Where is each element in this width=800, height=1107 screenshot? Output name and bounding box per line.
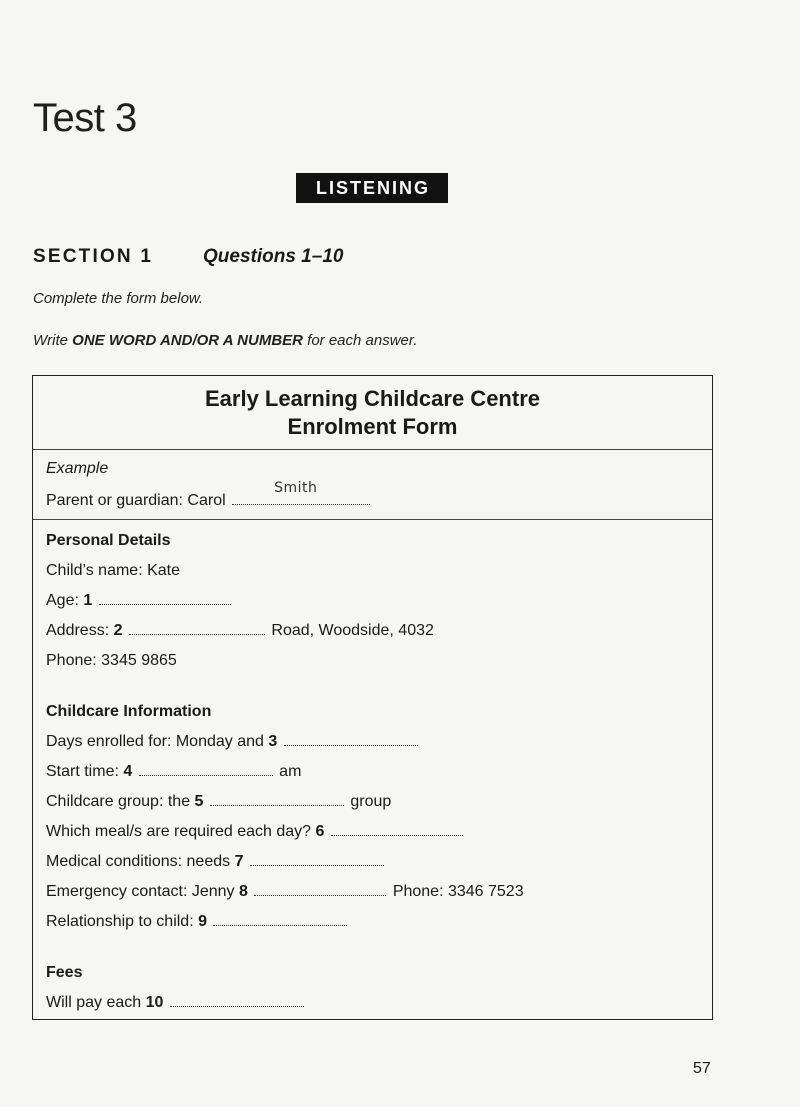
answer-blank-9[interactable] — [213, 909, 347, 926]
example-label: Example — [46, 460, 109, 477]
form-header — [33, 376, 712, 450]
relationship-label: Relationship to child: — [46, 913, 194, 930]
age-label: Age: — [46, 592, 79, 609]
question-number-8: 8 — [239, 883, 248, 900]
question-number-10: 10 — [145, 994, 164, 1011]
question-number-7: 7 — [234, 853, 244, 870]
answer-blank-2[interactable] — [129, 618, 265, 635]
question-number-5: 5 — [194, 793, 204, 810]
section-label: SECTION 1 — [33, 246, 154, 267]
address-label: Address: — [46, 622, 110, 639]
meals-line — [46, 817, 712, 847]
fees-heading: Fees — [46, 964, 83, 981]
child-name-line: Child’s name: Kate — [46, 562, 180, 579]
instruction-write-post: for each answer. — [303, 332, 418, 349]
page-title: Test 3 — [33, 96, 137, 140]
address-suffix: Road, Woodside, 4032 — [271, 622, 434, 639]
form-title-line-1: Early Learning Childcare Centre — [205, 386, 540, 411]
answer-blank-1[interactable] — [99, 588, 231, 605]
pay-label: Will pay each — [46, 994, 142, 1011]
days-line — [46, 727, 712, 757]
address-line — [46, 616, 712, 646]
example-line — [46, 480, 712, 516]
emergency-label: Emergency contact: Jenny — [46, 883, 235, 900]
question-number-4: 4 — [123, 763, 133, 780]
emergency-line — [46, 877, 712, 907]
start-time-line — [46, 757, 712, 787]
answer-blank-10[interactable] — [170, 990, 304, 1007]
answer-blank-4[interactable] — [139, 759, 273, 776]
start-label: Start time: — [46, 763, 119, 780]
example-answer: Smith — [274, 480, 318, 496]
question-number-1: 1 — [83, 592, 93, 609]
emergency-phone: Phone: 3346 7523 — [392, 883, 524, 900]
question-number-2: 2 — [113, 622, 123, 639]
answer-blank-3[interactable] — [284, 729, 418, 746]
answer-blank-6[interactable] — [331, 819, 463, 836]
group-line — [46, 787, 712, 817]
form-title-line-2: Enrolment Form — [287, 414, 458, 439]
days-label: Days enrolled for: Monday and — [46, 733, 264, 750]
start-suffix: am — [279, 763, 302, 780]
meals-label: Which meal/s are required each day? — [46, 823, 312, 840]
question-number-6: 6 — [315, 823, 325, 840]
example-text: Parent or guardian: Carol — [46, 492, 226, 509]
page-number: 57 — [693, 1060, 711, 1077]
answer-blank-8[interactable] — [254, 879, 386, 896]
medical-line — [46, 847, 712, 877]
personal-details-heading: Personal Details — [46, 532, 171, 549]
relationship-line — [46, 907, 712, 937]
question-number-9: 9 — [198, 913, 207, 930]
group-label: Childcare group: the — [46, 793, 191, 810]
pay-line — [46, 988, 712, 1018]
form-details — [33, 520, 712, 1018]
instruction-write-bold: ONE WORD AND/OR A NUMBER — [72, 332, 303, 349]
group-suffix: group — [350, 793, 392, 810]
listening-badge: LISTENING — [296, 173, 448, 203]
instruction-write — [33, 332, 418, 349]
question-number-3: 3 — [268, 733, 278, 750]
answer-blank-7[interactable] — [250, 849, 384, 866]
questions-label: Questions 1–10 — [203, 246, 344, 267]
instruction-complete: Complete the form below. — [33, 290, 204, 307]
medical-label: Medical conditions: needs — [46, 853, 231, 870]
example-answer-blank — [232, 480, 370, 505]
phone-line: Phone: 3345 9865 — [46, 652, 177, 669]
section-heading — [33, 246, 343, 268]
instruction-write-pre: Write — [33, 332, 73, 349]
age-line — [46, 586, 712, 616]
answer-blank-5[interactable] — [210, 789, 344, 806]
enrolment-form — [32, 375, 713, 1020]
example-block — [33, 450, 712, 520]
childcare-info-heading: Childcare Information — [46, 703, 212, 720]
